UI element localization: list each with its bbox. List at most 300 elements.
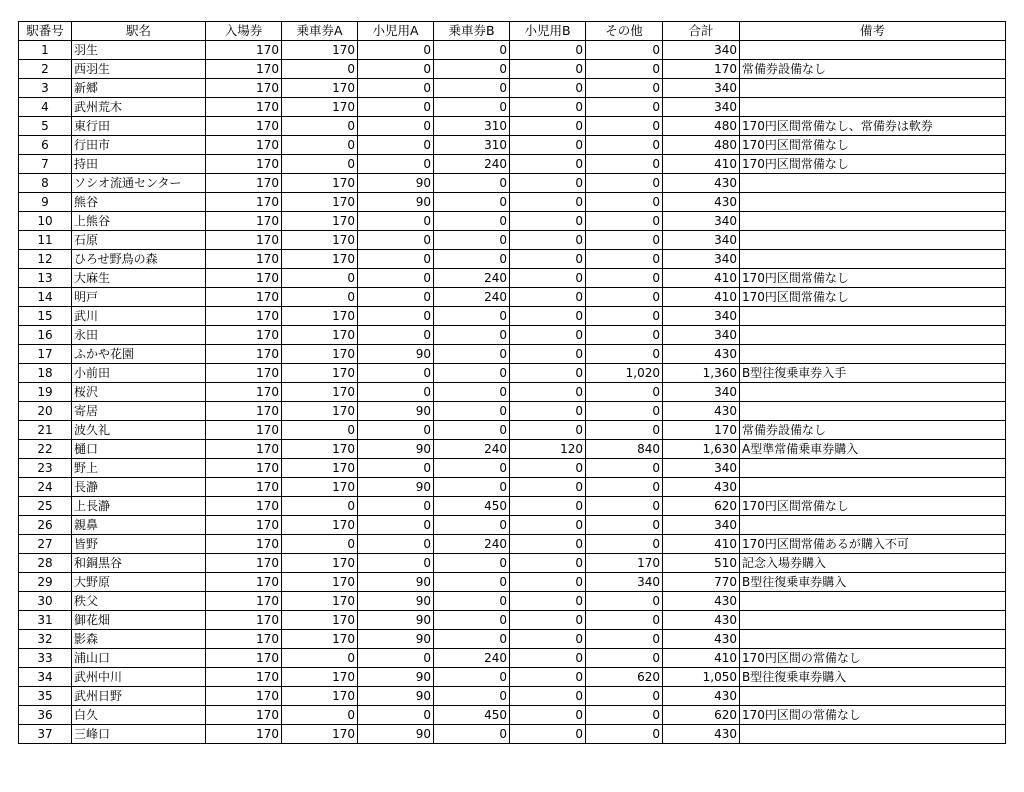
cell-remarks [740, 516, 1006, 535]
cell-other: 0 [586, 497, 663, 516]
cell-station-number: 24 [19, 478, 72, 497]
table-row [19, 421, 1006, 440]
cell-other: 0 [586, 193, 663, 212]
cell-remarks: 170円区間常備なし [740, 288, 1006, 307]
cell-ticket-a: 170 [282, 630, 358, 649]
cell-ticket-a: 170 [282, 307, 358, 326]
cell-total: 430 [663, 611, 740, 630]
cell-station-number: 4 [19, 98, 72, 117]
cell-remarks: 170円区間常備なし [740, 497, 1006, 516]
cell-admission-ticket: 170 [206, 326, 282, 345]
cell-admission-ticket: 170 [206, 573, 282, 592]
cell-admission-ticket: 170 [206, 478, 282, 497]
cell-ticket-a: 170 [282, 573, 358, 592]
cell-total: 430 [663, 402, 740, 421]
cell-admission-ticket: 170 [206, 516, 282, 535]
cell-ticket-b: 310 [434, 136, 510, 155]
cell-remarks [740, 250, 1006, 269]
cell-total: 170 [663, 60, 740, 79]
cell-station-number: 36 [19, 706, 72, 725]
cell-ticket-b: 0 [434, 250, 510, 269]
cell-other: 340 [586, 573, 663, 592]
cell-total: 430 [663, 687, 740, 706]
header-ticket-a: 乗車券A [282, 22, 358, 41]
header-admission-ticket: 入場券 [206, 22, 282, 41]
cell-station-name: 熊谷 [72, 193, 206, 212]
cell-admission-ticket: 170 [206, 592, 282, 611]
cell-child-b: 0 [510, 250, 586, 269]
table-row [19, 288, 1006, 307]
cell-ticket-b: 0 [434, 79, 510, 98]
cell-ticket-a: 170 [282, 554, 358, 573]
cell-admission-ticket: 170 [206, 345, 282, 364]
cell-remarks [740, 402, 1006, 421]
table-row [19, 136, 1006, 155]
cell-station-number: 18 [19, 364, 72, 383]
cell-other: 0 [586, 345, 663, 364]
cell-other: 0 [586, 421, 663, 440]
cell-other: 0 [586, 611, 663, 630]
cell-station-name: 三峰口 [72, 725, 206, 744]
cell-other: 0 [586, 307, 663, 326]
cell-station-name: 上長瀞 [72, 497, 206, 516]
cell-ticket-a: 170 [282, 345, 358, 364]
cell-total: 340 [663, 459, 740, 478]
cell-station-number: 23 [19, 459, 72, 478]
cell-child-a: 0 [358, 231, 434, 250]
cell-admission-ticket: 170 [206, 611, 282, 630]
cell-ticket-b: 0 [434, 60, 510, 79]
cell-ticket-b: 240 [434, 649, 510, 668]
cell-station-name: 秩父 [72, 592, 206, 611]
cell-other: 0 [586, 326, 663, 345]
cell-admission-ticket: 170 [206, 497, 282, 516]
table-row [19, 307, 1006, 326]
cell-total: 340 [663, 307, 740, 326]
cell-station-name: 白久 [72, 706, 206, 725]
header-other: その他 [586, 22, 663, 41]
cell-station-number: 15 [19, 307, 72, 326]
cell-other: 0 [586, 136, 663, 155]
cell-other: 0 [586, 725, 663, 744]
cell-child-b: 0 [510, 193, 586, 212]
cell-ticket-a: 0 [282, 497, 358, 516]
cell-ticket-a: 0 [282, 421, 358, 440]
table-row [19, 231, 1006, 250]
table-row [19, 345, 1006, 364]
cell-station-number: 28 [19, 554, 72, 573]
cell-other: 0 [586, 592, 663, 611]
cell-total: 480 [663, 117, 740, 136]
cell-other: 0 [586, 155, 663, 174]
cell-child-b: 0 [510, 383, 586, 402]
cell-station-name: 西羽生 [72, 60, 206, 79]
cell-station-name: 大麻生 [72, 269, 206, 288]
cell-ticket-b: 0 [434, 212, 510, 231]
cell-child-a: 90 [358, 668, 434, 687]
cell-station-number: 32 [19, 630, 72, 649]
cell-ticket-a: 170 [282, 41, 358, 60]
cell-admission-ticket: 170 [206, 706, 282, 725]
cell-total: 340 [663, 79, 740, 98]
cell-child-a: 0 [358, 497, 434, 516]
cell-ticket-b: 240 [434, 269, 510, 288]
cell-admission-ticket: 170 [206, 402, 282, 421]
cell-other: 840 [586, 440, 663, 459]
cell-other: 0 [586, 687, 663, 706]
cell-ticket-a: 0 [282, 117, 358, 136]
cell-station-name: 武州中川 [72, 668, 206, 687]
cell-ticket-b: 0 [434, 611, 510, 630]
cell-ticket-b: 0 [434, 554, 510, 573]
cell-total: 340 [663, 98, 740, 117]
cell-child-b: 0 [510, 459, 586, 478]
table-row [19, 250, 1006, 269]
cell-ticket-b: 0 [434, 459, 510, 478]
cell-child-a: 90 [358, 573, 434, 592]
cell-child-a: 90 [358, 592, 434, 611]
cell-station-number: 17 [19, 345, 72, 364]
cell-admission-ticket: 170 [206, 98, 282, 117]
cell-child-a: 90 [358, 630, 434, 649]
table-row [19, 725, 1006, 744]
cell-total: 340 [663, 212, 740, 231]
cell-ticket-b: 0 [434, 41, 510, 60]
cell-admission-ticket: 170 [206, 41, 282, 60]
cell-ticket-a: 170 [282, 250, 358, 269]
cell-ticket-b: 0 [434, 383, 510, 402]
cell-ticket-a: 0 [282, 535, 358, 554]
cell-total: 340 [663, 41, 740, 60]
cell-remarks: 記念入場券購入 [740, 554, 1006, 573]
cell-child-b: 0 [510, 402, 586, 421]
cell-admission-ticket: 170 [206, 269, 282, 288]
header-remarks: 備考 [740, 22, 1006, 41]
cell-ticket-b: 0 [434, 592, 510, 611]
cell-other: 0 [586, 250, 663, 269]
cell-admission-ticket: 170 [206, 364, 282, 383]
cell-station-number: 19 [19, 383, 72, 402]
cell-admission-ticket: 170 [206, 136, 282, 155]
cell-child-a: 0 [358, 535, 434, 554]
cell-station-number: 30 [19, 592, 72, 611]
cell-ticket-b: 0 [434, 193, 510, 212]
cell-ticket-a: 170 [282, 725, 358, 744]
cell-station-number: 26 [19, 516, 72, 535]
cell-admission-ticket: 170 [206, 383, 282, 402]
cell-other: 0 [586, 41, 663, 60]
cell-other: 0 [586, 706, 663, 725]
table-row [19, 174, 1006, 193]
cell-child-b: 0 [510, 231, 586, 250]
cell-ticket-b: 0 [434, 630, 510, 649]
cell-remarks [740, 98, 1006, 117]
cell-station-name: 野上 [72, 459, 206, 478]
cell-remarks [740, 459, 1006, 478]
cell-total: 410 [663, 649, 740, 668]
cell-child-a: 0 [358, 155, 434, 174]
cell-child-b: 0 [510, 41, 586, 60]
cell-station-name: 武州日野 [72, 687, 206, 706]
cell-station-number: 16 [19, 326, 72, 345]
table-row [19, 573, 1006, 592]
cell-remarks [740, 326, 1006, 345]
cell-ticket-a: 170 [282, 516, 358, 535]
cell-total: 410 [663, 535, 740, 554]
cell-total: 1,050 [663, 668, 740, 687]
cell-child-a: 90 [358, 440, 434, 459]
cell-station-name: 明戸 [72, 288, 206, 307]
cell-child-a: 0 [358, 269, 434, 288]
cell-other: 0 [586, 79, 663, 98]
cell-ticket-a: 170 [282, 364, 358, 383]
cell-station-name: ふかや花園 [72, 345, 206, 364]
cell-ticket-a: 170 [282, 440, 358, 459]
cell-remarks: 170円区間常備なし [740, 136, 1006, 155]
cell-remarks: 常備券設備なし [740, 421, 1006, 440]
table-row [19, 554, 1006, 573]
cell-child-a: 0 [358, 79, 434, 98]
cell-admission-ticket: 170 [206, 193, 282, 212]
cell-admission-ticket: 170 [206, 60, 282, 79]
cell-station-name: 桜沢 [72, 383, 206, 402]
cell-child-a: 0 [358, 41, 434, 60]
cell-admission-ticket: 170 [206, 174, 282, 193]
cell-station-number: 14 [19, 288, 72, 307]
cell-station-number: 29 [19, 573, 72, 592]
cell-ticket-a: 170 [282, 79, 358, 98]
cell-station-name: 和銅黒谷 [72, 554, 206, 573]
cell-child-a: 90 [358, 402, 434, 421]
table-row [19, 383, 1006, 402]
cell-total: 340 [663, 516, 740, 535]
cell-remarks: 170円区間常備なし、常備券は軟券 [740, 117, 1006, 136]
cell-child-a: 0 [358, 307, 434, 326]
cell-ticket-a: 0 [282, 155, 358, 174]
cell-station-number: 33 [19, 649, 72, 668]
cell-ticket-a: 0 [282, 649, 358, 668]
cell-other: 0 [586, 402, 663, 421]
cell-other: 0 [586, 383, 663, 402]
table-row [19, 98, 1006, 117]
cell-remarks [740, 174, 1006, 193]
cell-child-a: 90 [358, 687, 434, 706]
cell-child-a: 0 [358, 136, 434, 155]
cell-child-b: 0 [510, 706, 586, 725]
cell-station-name: 永田 [72, 326, 206, 345]
cell-station-number: 31 [19, 611, 72, 630]
cell-station-name: 持田 [72, 155, 206, 174]
cell-child-b: 0 [510, 554, 586, 573]
cell-other: 0 [586, 459, 663, 478]
cell-admission-ticket: 170 [206, 535, 282, 554]
cell-station-number: 20 [19, 402, 72, 421]
cell-remarks: B型往復乗車券購入 [740, 668, 1006, 687]
cell-station-name: 上熊谷 [72, 212, 206, 231]
cell-other: 0 [586, 535, 663, 554]
cell-remarks [740, 725, 1006, 744]
cell-ticket-a: 170 [282, 193, 358, 212]
cell-child-b: 0 [510, 79, 586, 98]
table-row [19, 79, 1006, 98]
cell-station-name: ソシオ流通センター [72, 174, 206, 193]
cell-ticket-b: 0 [434, 307, 510, 326]
cell-ticket-a: 0 [282, 706, 358, 725]
table-row [19, 269, 1006, 288]
cell-child-b: 0 [510, 60, 586, 79]
cell-ticket-b: 240 [434, 155, 510, 174]
cell-station-number: 34 [19, 668, 72, 687]
cell-remarks: 常備券設備なし [740, 60, 1006, 79]
cell-remarks [740, 41, 1006, 60]
cell-total: 430 [663, 345, 740, 364]
cell-ticket-b: 0 [434, 364, 510, 383]
cell-station-number: 27 [19, 535, 72, 554]
header-child-b: 小児用B [510, 22, 586, 41]
cell-admission-ticket: 170 [206, 440, 282, 459]
table-row [19, 497, 1006, 516]
cell-remarks: A型準常備乗車券購入 [740, 440, 1006, 459]
cell-ticket-b: 450 [434, 706, 510, 725]
table-row [19, 478, 1006, 497]
cell-other: 0 [586, 212, 663, 231]
cell-child-a: 0 [358, 98, 434, 117]
cell-remarks [740, 687, 1006, 706]
cell-remarks [740, 193, 1006, 212]
cell-child-a: 0 [358, 212, 434, 231]
cell-child-a: 0 [358, 60, 434, 79]
cell-remarks [740, 212, 1006, 231]
table-row [19, 668, 1006, 687]
cell-ticket-b: 0 [434, 231, 510, 250]
cell-station-number: 1 [19, 41, 72, 60]
cell-station-number: 37 [19, 725, 72, 744]
cell-station-number: 10 [19, 212, 72, 231]
cell-total: 430 [663, 174, 740, 193]
cell-child-b: 0 [510, 174, 586, 193]
cell-station-name: 浦山口 [72, 649, 206, 668]
cell-admission-ticket: 170 [206, 155, 282, 174]
table-row [19, 60, 1006, 79]
cell-child-b: 0 [510, 573, 586, 592]
cell-total: 430 [663, 592, 740, 611]
cell-station-name: ひろせ野鳥の森 [72, 250, 206, 269]
table-row [19, 117, 1006, 136]
cell-ticket-a: 0 [282, 269, 358, 288]
cell-total: 410 [663, 288, 740, 307]
cell-admission-ticket: 170 [206, 307, 282, 326]
cell-child-b: 0 [510, 307, 586, 326]
table-body [19, 41, 1006, 744]
table-row [19, 193, 1006, 212]
cell-admission-ticket: 170 [206, 250, 282, 269]
cell-other: 0 [586, 649, 663, 668]
cell-remarks [740, 478, 1006, 497]
cell-child-b: 0 [510, 725, 586, 744]
table-row [19, 364, 1006, 383]
cell-child-b: 0 [510, 345, 586, 364]
cell-other: 0 [586, 117, 663, 136]
table-row [19, 706, 1006, 725]
cell-child-a: 0 [358, 288, 434, 307]
cell-child-b: 0 [510, 326, 586, 345]
header-ticket-b: 乗車券B [434, 22, 510, 41]
table-row [19, 535, 1006, 554]
cell-ticket-a: 170 [282, 212, 358, 231]
cell-total: 430 [663, 478, 740, 497]
cell-child-a: 0 [358, 421, 434, 440]
table-row [19, 611, 1006, 630]
cell-total: 340 [663, 250, 740, 269]
cell-station-number: 25 [19, 497, 72, 516]
cell-total: 1,360 [663, 364, 740, 383]
cell-other: 0 [586, 630, 663, 649]
cell-child-a: 0 [358, 554, 434, 573]
cell-station-name: 御花畑 [72, 611, 206, 630]
table-row [19, 687, 1006, 706]
cell-child-b: 0 [510, 212, 586, 231]
cell-station-number: 8 [19, 174, 72, 193]
cell-station-name: 行田市 [72, 136, 206, 155]
table-row [19, 326, 1006, 345]
cell-station-number: 2 [19, 60, 72, 79]
cell-station-name: 長瀞 [72, 478, 206, 497]
cell-ticket-a: 170 [282, 687, 358, 706]
cell-remarks: B型往復乗車券購入 [740, 573, 1006, 592]
cell-child-a: 0 [358, 649, 434, 668]
cell-ticket-b: 0 [434, 174, 510, 193]
header-row [19, 22, 1006, 41]
cell-ticket-a: 170 [282, 592, 358, 611]
header-child-a: 小児用A [358, 22, 434, 41]
cell-remarks [740, 307, 1006, 326]
cell-other: 0 [586, 478, 663, 497]
cell-station-number: 9 [19, 193, 72, 212]
table-row [19, 630, 1006, 649]
cell-ticket-b: 0 [434, 687, 510, 706]
cell-ticket-b: 0 [434, 668, 510, 687]
cell-station-number: 11 [19, 231, 72, 250]
cell-station-number: 7 [19, 155, 72, 174]
cell-remarks [740, 592, 1006, 611]
cell-admission-ticket: 170 [206, 668, 282, 687]
cell-total: 410 [663, 155, 740, 174]
cell-ticket-b: 0 [434, 402, 510, 421]
cell-station-number: 13 [19, 269, 72, 288]
cell-child-a: 90 [358, 345, 434, 364]
cell-station-name: 武川 [72, 307, 206, 326]
cell-child-b: 0 [510, 478, 586, 497]
table-row [19, 592, 1006, 611]
cell-station-number: 5 [19, 117, 72, 136]
cell-station-name: 大野原 [72, 573, 206, 592]
cell-child-b: 0 [510, 649, 586, 668]
cell-ticket-b: 0 [434, 478, 510, 497]
cell-admission-ticket: 170 [206, 459, 282, 478]
cell-child-b: 0 [510, 611, 586, 630]
cell-station-name: 羽生 [72, 41, 206, 60]
table-row [19, 402, 1006, 421]
cell-station-name: 樋口 [72, 440, 206, 459]
cell-other: 1,020 [586, 364, 663, 383]
cell-total: 170 [663, 421, 740, 440]
cell-child-a: 90 [358, 611, 434, 630]
cell-ticket-b: 450 [434, 497, 510, 516]
cell-ticket-b: 0 [434, 516, 510, 535]
cell-other: 0 [586, 269, 663, 288]
cell-ticket-b: 0 [434, 573, 510, 592]
cell-ticket-a: 170 [282, 231, 358, 250]
